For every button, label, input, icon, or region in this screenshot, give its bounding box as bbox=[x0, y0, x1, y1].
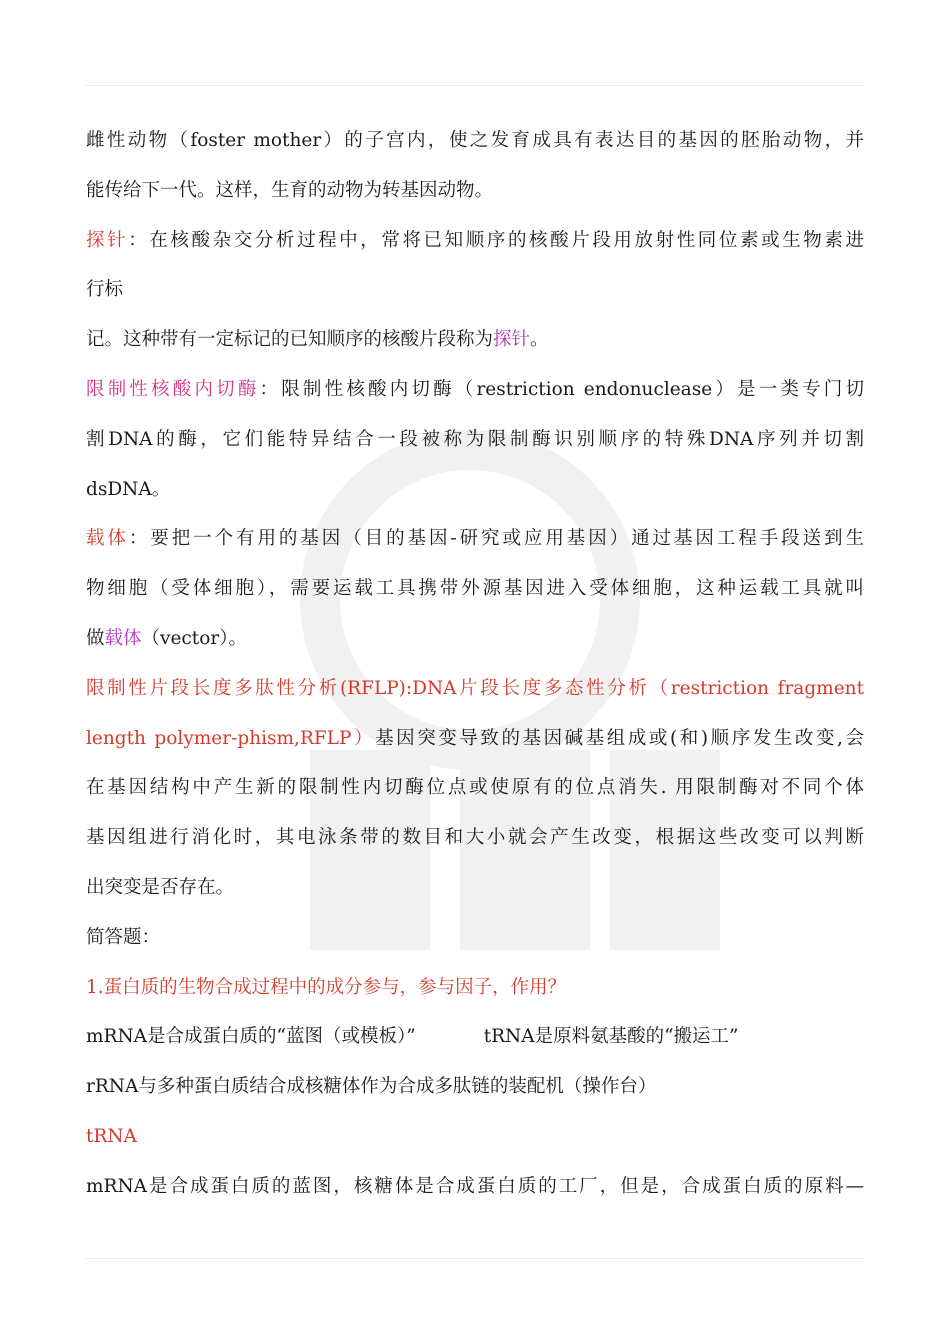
paragraph-line: 出突变是否存在。 bbox=[86, 876, 235, 898]
paragraph-line: dsDNA。 bbox=[86, 478, 171, 500]
paragraph-line: 基因组进行消化时，其电泳条带的数目和大小就会产生改变，根据这些改变可以判断 bbox=[86, 827, 864, 849]
definition-text: ：限制性核酸内切酶（restriction endonuclease）是一类专门切 bbox=[259, 378, 864, 400]
probe-definition-line bbox=[86, 315, 864, 365]
header-rule bbox=[86, 85, 864, 86]
vector-definition-line bbox=[86, 614, 864, 664]
paragraph-line: 能传给下一代。这样，生育的动物为转基因动物。 bbox=[86, 179, 494, 201]
definition-text: ：在核酸杂交分析过程中，常将已知顺序的核酸片段用放射性同位素或生物素进 bbox=[128, 229, 864, 251]
trna-heading: tRNA bbox=[86, 1125, 137, 1147]
definition-text: 基因突变导致的基因碱基组成或(和)顺序发生改变,会 bbox=[375, 727, 864, 749]
term-vector-inline: 载体 bbox=[104, 627, 142, 649]
term-probe: 探针 bbox=[86, 229, 129, 251]
question-heading: 1.蛋白质的生物合成过程中的成分参与，参与因子，作用？ bbox=[86, 976, 567, 998]
term-rflp-english: length polymer-phism,RFLP） bbox=[86, 727, 376, 749]
paragraph-line: 雌性动物（foster mother）的子宫内，使之发育成具有表达目的基因的胚胎动物，并 bbox=[86, 130, 864, 151]
restriction-definition-line bbox=[86, 365, 864, 415]
rflp-definition-line bbox=[86, 714, 864, 764]
paragraph-line: 行标 bbox=[86, 279, 124, 301]
answer-line: mRNA是合成蛋白质的蓝图，核糖体是合成蛋白质的工厂，但是，合成蛋白质的原料— bbox=[86, 1175, 864, 1197]
definition-text: ：要把一个有用的基因（目的基因-研究或应用基因）通过基因工程手段送到生 bbox=[128, 528, 864, 550]
paragraph-line: 割DNA的酶，它们能特异结合一段被称为限制酶识别顺序的特殊DNA序列并切割 bbox=[86, 428, 864, 450]
paragraph-line: 物细胞（受体细胞），需要运载工具携带外源基因进入受体细胞，这种运载工具就叫 bbox=[86, 578, 864, 600]
trna-role: tRNA是原料氨基酸的“搬运工” bbox=[483, 1026, 739, 1048]
term-probe-inline: 探针 bbox=[493, 329, 531, 351]
vector-definition-line bbox=[86, 514, 864, 564]
definition-text: （vector）。 bbox=[141, 627, 247, 649]
definition-text: 记。这种带有一定标记的已知顺序的核酸片段称为 bbox=[86, 329, 494, 351]
footer-rule bbox=[86, 1258, 864, 1259]
paragraph-line: 在基因结构中产生新的限制性内切酶位点或使原有的位点消失. 用限制酶对不同个体 bbox=[86, 777, 864, 799]
term-restriction-enzyme: 限制性核酸内切酶 bbox=[86, 378, 260, 400]
definition-text: 。 bbox=[530, 329, 549, 351]
mrna-role: mRNA是合成蛋白质的“蓝图（或模板）” bbox=[86, 1026, 416, 1048]
answer-line bbox=[86, 1012, 864, 1062]
definition-text: 做 bbox=[86, 627, 105, 649]
probe-definition-line bbox=[86, 216, 864, 266]
rflp-term-line: 限制性片段长度多肽性分析(RFLP):DNA片段长度多态性分析（restriction fragment bbox=[86, 677, 864, 699]
document-body bbox=[86, 116, 864, 1212]
answer-line: rRNA与多种蛋白质结合成核糖体作为合成多肽链的装配机（操作台） bbox=[86, 1076, 657, 1098]
section-heading: 简答题： bbox=[86, 926, 161, 948]
term-vector: 载体 bbox=[86, 528, 129, 550]
